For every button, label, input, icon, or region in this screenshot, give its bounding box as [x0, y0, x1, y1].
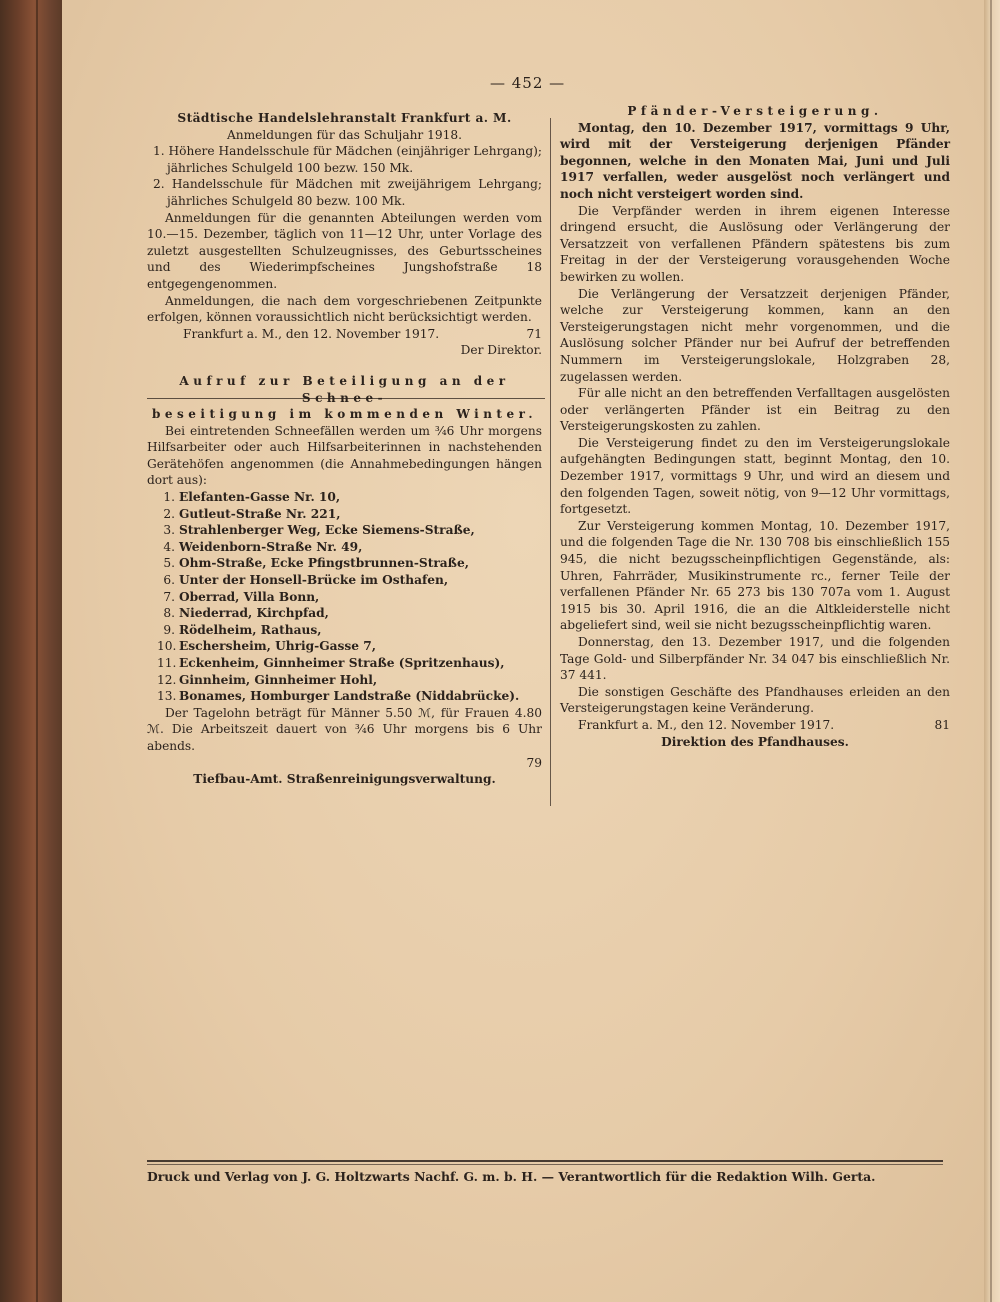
schneebeseitigung-notice — [147, 373, 542, 788]
list-number: 11. — [157, 656, 177, 670]
date-line: Frankfurt a. M., den 12. November 1917. — [183, 326, 440, 341]
list-item — [147, 622, 542, 639]
page-number: — 452 — — [490, 74, 566, 92]
list-text: Eckenheim, Ginnheimer Straße (Spritzenhaus), — [179, 656, 505, 670]
handelslehranstalt-notice — [147, 110, 542, 359]
paragraph-6: Donnerstag, den 13. Dezember 1917, und die folgenden Tage Gold- und Silberpfänder Nr. 34 047 bis einschließlich Nr. 37 441. — [560, 635, 950, 683]
list-item — [147, 572, 542, 589]
list-item — [147, 688, 542, 705]
date-line: Frankfurt a. M., den 12. November 1917. — [578, 717, 835, 732]
list-item — [147, 589, 542, 606]
intro-paragraph: Bei eintretenden Schneefällen werden um ¾6 Uhr morgens Hilfsarbeiter oder auch Hilfsarbeiterinnen in nachstehenden Gerätehöfen angenommen (die Annahmebedingungen hängen dort aus): — [147, 423, 542, 488]
list-number: 5. — [163, 556, 175, 571]
list-text: Ginnheim, Ginnheimer Hohl, — [179, 672, 378, 687]
page-edge-line — [990, 0, 992, 1302]
imprint-footer: Druck und Verlag von J. G. Holtzwarts Nachf. G. m. b. H. — Verantwortlich für die Redaktion Wilh. Gerta. — [147, 1169, 876, 1184]
list-item — [147, 555, 542, 572]
list-item — [147, 539, 542, 556]
list-text: Strahlenberger Weg, Ecke Siemens-Straße, — [179, 523, 475, 538]
list-text: Gutleut-Straße Nr. 221, — [179, 506, 341, 521]
right-column — [560, 103, 950, 750]
paragraph-7: Die sonstigen Geschäfte des Pfandhauses erleiden an den Versteigerungstagen keine Veränderung. — [560, 684, 950, 716]
next-page-edge — [984, 0, 1000, 1302]
list-item — [147, 489, 542, 506]
list-text: Elefanten-Gasse Nr. 10, — [179, 490, 341, 505]
signature: Direktion des Pfandhauses. — [661, 734, 849, 749]
list-text: Eschersheim, Uhrig-Gasse 7, — [179, 639, 376, 654]
notice-number: 71 — [526, 326, 542, 341]
list-number: 12. — [157, 672, 177, 687]
notice-title: Städtische Handelslehranstalt Frankfurt a. M. — [177, 111, 512, 125]
notice-number: 81 — [934, 717, 950, 732]
geraetehof-list — [147, 489, 542, 705]
list-item — [147, 522, 542, 539]
notice-title: Pfänder-Versteigerung. — [627, 104, 883, 118]
notice-subtitle: Anmeldungen für das Schuljahr 1918. — [226, 127, 463, 142]
school-item-2: 2. Handelsschule für Mädchen mit zweijährigem Lehrgang; jährliches Schulgeld 80 bezw. 100 Mk. — [153, 177, 542, 208]
spine-crease — [36, 0, 38, 1302]
list-item — [147, 605, 542, 622]
list-number: 8. — [163, 606, 175, 621]
school-item-1: 1. Höhere Handelsschule für Mädchen (einjähriger Lehrgang); jährliches Schulgeld 100 bezw. 150 Mk. — [153, 144, 542, 175]
list-number: 1. — [163, 490, 175, 505]
list-number: 7. — [163, 589, 175, 604]
notice-number: 79 — [526, 755, 542, 770]
list-number: 9. — [163, 622, 175, 637]
list-number: 3. — [163, 523, 175, 538]
pfaender-versteigerung-notice — [560, 103, 950, 750]
list-item — [147, 506, 542, 523]
column-divider — [550, 118, 551, 806]
wage-paragraph: Der Tagelohn beträgt für Männer 5.50 ℳ, für Frauen 4.80 ℳ. Die Arbeitszeit dauert von ¾6 Uhr morgens bis 6 Uhr abends. — [147, 705, 542, 753]
footer-rule-thin — [147, 1164, 943, 1165]
notice-title-line-2: beseitigung im kommenden Winter. — [151, 407, 538, 422]
list-number: 4. — [163, 539, 175, 554]
paragraph-2: Die Verlängerung der Versatzzeit derjenigen Pfänder, welche zur Versteigerung kommen, kann an den Versteigerungstagen nicht mehr vorgenommen, und die Auslösung solcher Pfänder nur bei Aufruf der betreffenden Nummern im Versteigerungslokale, Holzgraben 28, zugelassen werden. — [560, 286, 950, 384]
list-text: Oberrad, Villa Bonn, — [179, 589, 320, 604]
list-text: Unter der Honsell-Brücke im Osthafen, — [179, 573, 449, 588]
list-number: 10. — [157, 639, 177, 654]
date-row — [147, 326, 542, 343]
paragraph-4: Die Versteigerung findet zu den im Versteigerungslokale aufgehängten Bedingungen statt, beginnt Montag, den 10. Dezember 1917, vormittags 9 Uhr, und wird an diesem und den folgenden Tagen, soweit nötig, von 9—12 Uhr vormittags, fortgesetzt. — [560, 435, 950, 517]
late-registration-paragraph: Anmeldungen, die nach dem vorgeschriebenen Zeitpunkte erfolgen, können voraussichtlich nicht berücksichtigt werden. — [147, 293, 542, 325]
list-item — [147, 655, 542, 672]
date-row — [560, 717, 950, 734]
signature: Der Direktor. — [460, 343, 542, 358]
notice-title-line-1: Aufruf zur Beteiligung an der Schnee- — [179, 373, 510, 405]
paragraph-3: Für alle nicht an den betreffenden Verfalltagen ausgelösten oder verlängerten Pfänder ist ein Beitrag zu den Versteigerungskosten zu zahlen. — [560, 386, 950, 434]
list-number: 2. — [163, 506, 175, 521]
signature: Tiefbau-Amt. Straßenreinigungsverwaltung. — [193, 772, 496, 787]
left-column — [147, 110, 542, 788]
paragraph-1: Die Verpfänder werden in ihrem eigenen Interesse dringend ersucht, die Auslösung oder Verlängerung der Versatzzeit von verfallenen Pfändern spätestens bis zum Freitag in der der Versteigerung vorausgehenden Woche bewirken zu wollen. — [560, 203, 950, 284]
lead-paragraph: Montag, den 10. Dezember 1917, vormittags 9 Uhr, wird mit der Versteigerung derjenigen Pfänder begonnen, welche in den Monaten Mai, Juni und Juli 1917 verfallen, weder ausgelöst noch verlängert und noch nicht versteigert worden sind. — [560, 120, 950, 201]
paragraph-5: Zur Versteigerung kommen Montag, 10. Dezember 1917, und die folgenden Tage die Nr. 130 708 bis einschließlich 155 945, die nicht bezugsscheinpflichtigen Gegenstände, als: Uhren, Fahrräder, Musikinstrumente rc., ferner Teile der verfallenen Pfänder Nr. 65 273 bis 130 707a vom 1. August 1915 bis 30. April 1916, die an die Altkleiderstelle nicht abgeliefert sind, weil sie nicht bezugsscheinpflichtig waren. — [560, 518, 950, 633]
list-number: 13. — [157, 689, 177, 704]
footer-rule — [147, 1160, 943, 1162]
registration-paragraph: Anmeldungen für die genannten Abteilungen werden vom 10.—15. Dezember, täglich von 11—12 Uhr, unter Vorlage des zuletzt ausgestellten Schulzeugnisses, des Geburtsscheines und des Wiederimpfscheines Jungshofstraße 18 entgegengenommen. — [147, 210, 542, 291]
list-text: Rödelheim, Rathaus, — [179, 622, 322, 637]
list-number: 6. — [163, 573, 175, 588]
list-text: Ohm-Straße, Ecke Pfingstbrunnen-Straße, — [179, 556, 469, 571]
list-text: Bonames, Homburger Landstraße (Niddabrücke). — [179, 689, 520, 704]
list-item — [147, 672, 542, 689]
book-spine — [0, 0, 62, 1302]
list-item — [147, 638, 542, 655]
list-text: Weidenborn-Straße Nr. 49, — [179, 539, 363, 554]
list-text: Niederrad, Kirchpfad, — [179, 606, 329, 621]
